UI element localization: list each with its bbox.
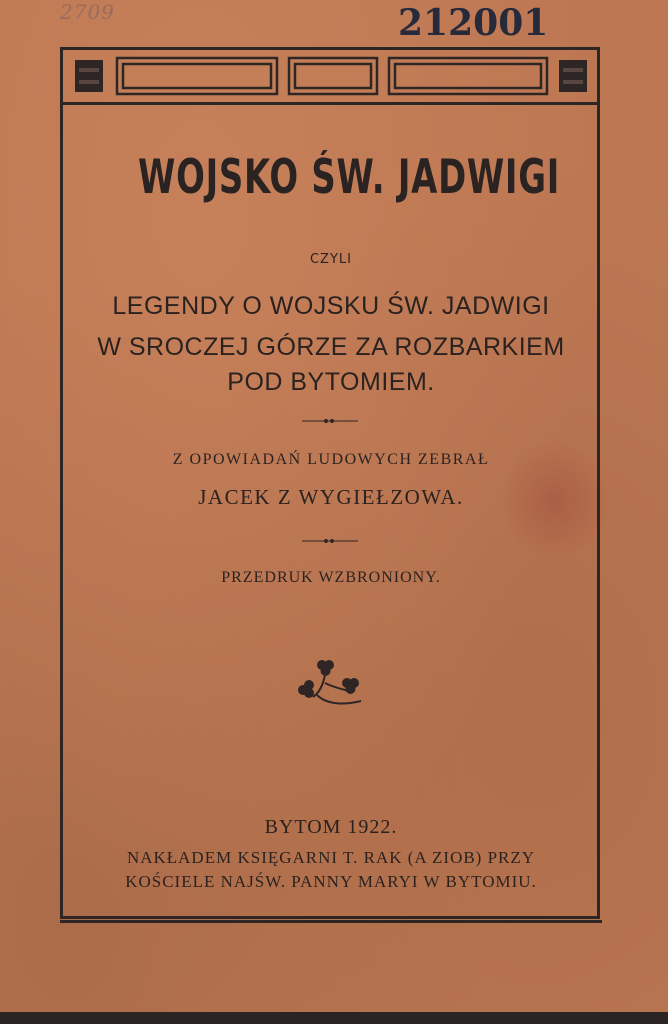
ornament-underline	[63, 102, 599, 105]
library-stamp-number: 212001	[398, 2, 549, 44]
title-connector: CZYLI	[309, 252, 352, 267]
dot-rule-icon	[300, 536, 360, 546]
book-title: WOJSKO ŚW. JADWIGI	[138, 150, 561, 205]
author-name: JACEK Z WYGIEŁZOWA.	[198, 485, 464, 509]
publisher-line-2: KOŚCIELE NAJŚW. PANNY MARYI W BYTOMIU.	[125, 872, 537, 891]
subtitle-line-1: LEGENDY O WOJSKU ŚW. JADWIGI	[112, 292, 550, 320]
clover-ornament-icon	[295, 657, 367, 709]
pencil-shelfmark: 2709	[60, 0, 115, 24]
cover-frame-bottom-rule	[60, 920, 602, 923]
subtitle-line-2: W SROCZEJ GÓRZE ZA ROZBARKIEM	[97, 333, 565, 361]
scan-bottom-edge	[0, 1012, 668, 1024]
dot-rule-icon	[300, 416, 360, 426]
subtitle-line-3: POD BYTOMIEM.	[227, 368, 435, 396]
reprint-notice: PRZEDRUK WZBRONIONY.	[221, 569, 441, 586]
border-ornament-icon	[67, 54, 594, 98]
place-and-year: BYTOM 1922.	[264, 816, 398, 838]
source-line: Z OPOWIADAŃ LUDOWYCH ZEBRAŁ	[172, 451, 490, 468]
publisher-line-1: NAKŁADEM KSIĘGARNI T. RAK (A ZIOB) PRZY	[126, 848, 536, 867]
